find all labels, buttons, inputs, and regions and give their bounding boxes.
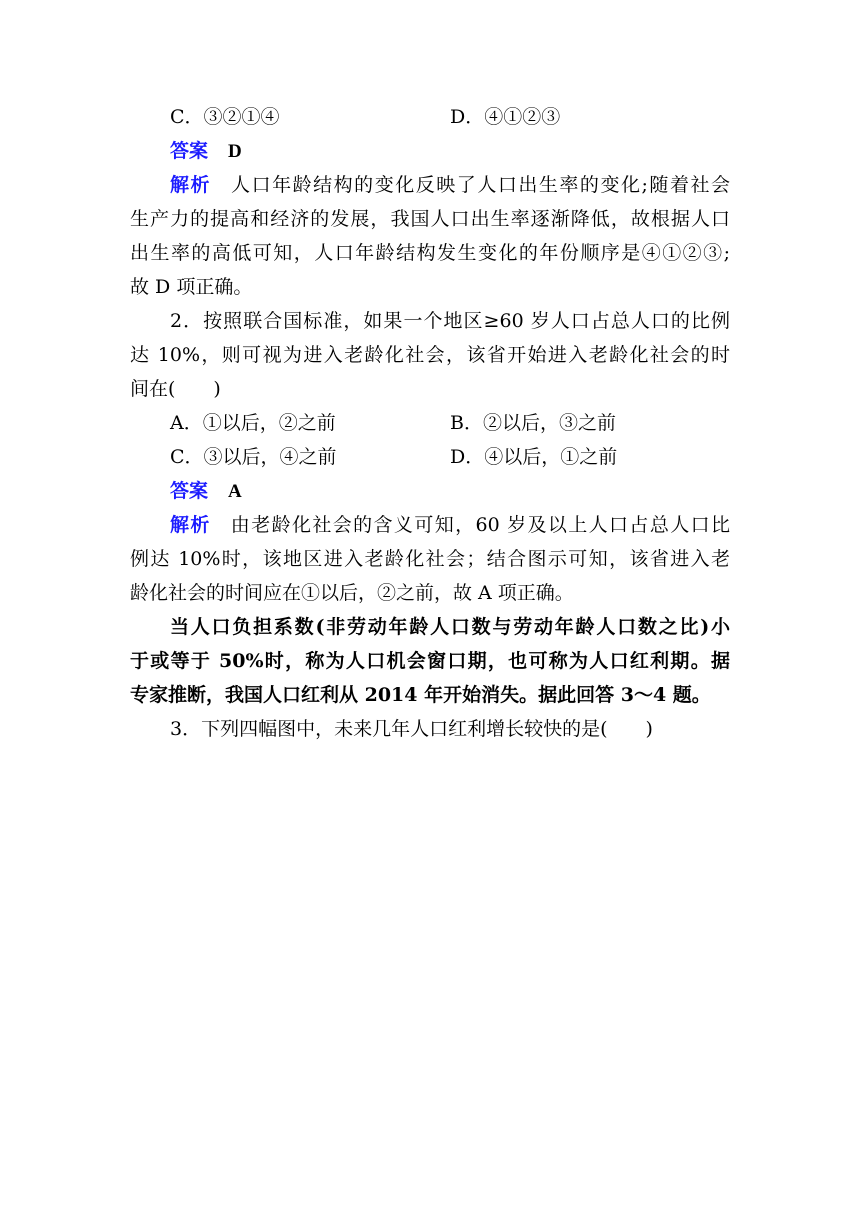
q2-option-d[interactable]: D．④以后，①之前 <box>450 446 618 468</box>
q2-answer-label: 答案 <box>170 480 209 502</box>
q2-options-row-1 <box>130 406 730 440</box>
intro-line-1: 当人口负担系数(非劳动年龄人口数与劳动年龄人口数之比)小 <box>170 616 730 638</box>
q1-option-c[interactable]: C．③②①④ <box>170 106 280 128</box>
q2-analysis-line-2: 例达 10%时，该地区进入老龄化社会；结合图示可知，该省进入老 <box>130 548 730 570</box>
q1-option-d[interactable]: D．④①②③ <box>450 106 561 128</box>
q2-option-b[interactable]: B．②以后，③之前 <box>450 412 616 434</box>
q2-option-c[interactable]: C．③以后，④之前 <box>170 446 337 468</box>
q1-answer-value: D <box>228 141 242 162</box>
q2-option-a[interactable]: A．①以后，②之前 <box>170 412 336 434</box>
q2-analysis-line-3: 龄化社会的时间应在①以后，②之前，故 A 项正确。 <box>130 582 574 604</box>
q1-answer <box>130 134 730 168</box>
document-page <box>130 100 730 746</box>
q1-analysis-line-2: 生产力的提高和经济的发展，我国人口出生率逐渐降低，故根据人口 <box>130 208 730 230</box>
q2-options-row-2 <box>130 440 730 474</box>
q1-answer-label: 答案 <box>170 140 209 162</box>
q1-analysis-line-4: 故 D 项正确。 <box>130 276 253 298</box>
q1-analysis-text-1: 人口年龄结构的变化反映了人口出生率的变化;随着社会 <box>231 174 730 196</box>
q2-answer <box>130 474 730 508</box>
intro-line-3: 专家推断，我国人口红利从 2014 年开始消失。据此回答 3～4 题。 <box>130 684 711 706</box>
q1-options-row <box>130 100 730 134</box>
q2-analysis-label: 解析 <box>170 514 211 536</box>
q2-stem-line-1: 2．按照联合国标准，如果一个地区≥60 岁人口占总人口的比例 <box>170 310 730 332</box>
q1-analysis-line-1 <box>130 168 730 202</box>
q2-analysis-text-1: 由老龄化社会的含义可知，60 岁及以上人口占总人口比 <box>230 514 730 536</box>
q1-analysis-line-3: 出生率的高低可知，人口年龄结构发生变化的年份顺序是④①②③; <box>130 242 730 264</box>
q1-analysis-label: 解析 <box>170 174 212 196</box>
intro-line-2: 于或等于 50%时，称为人口机会窗口期，也可称为人口红利期。据 <box>130 650 730 672</box>
q2-stem-line-2: 达 10%，则可视为进入老龄化社会，该省开始进入老龄化社会的时 <box>130 344 730 366</box>
q2-stem-line-3: 间在( ) <box>130 378 221 400</box>
q3-stem: 3．下列四幅图中，未来几年人口红利增长较快的是( ) <box>170 718 653 740</box>
q2-answer-value: A <box>228 481 242 502</box>
q2-analysis-line-1 <box>130 508 730 542</box>
